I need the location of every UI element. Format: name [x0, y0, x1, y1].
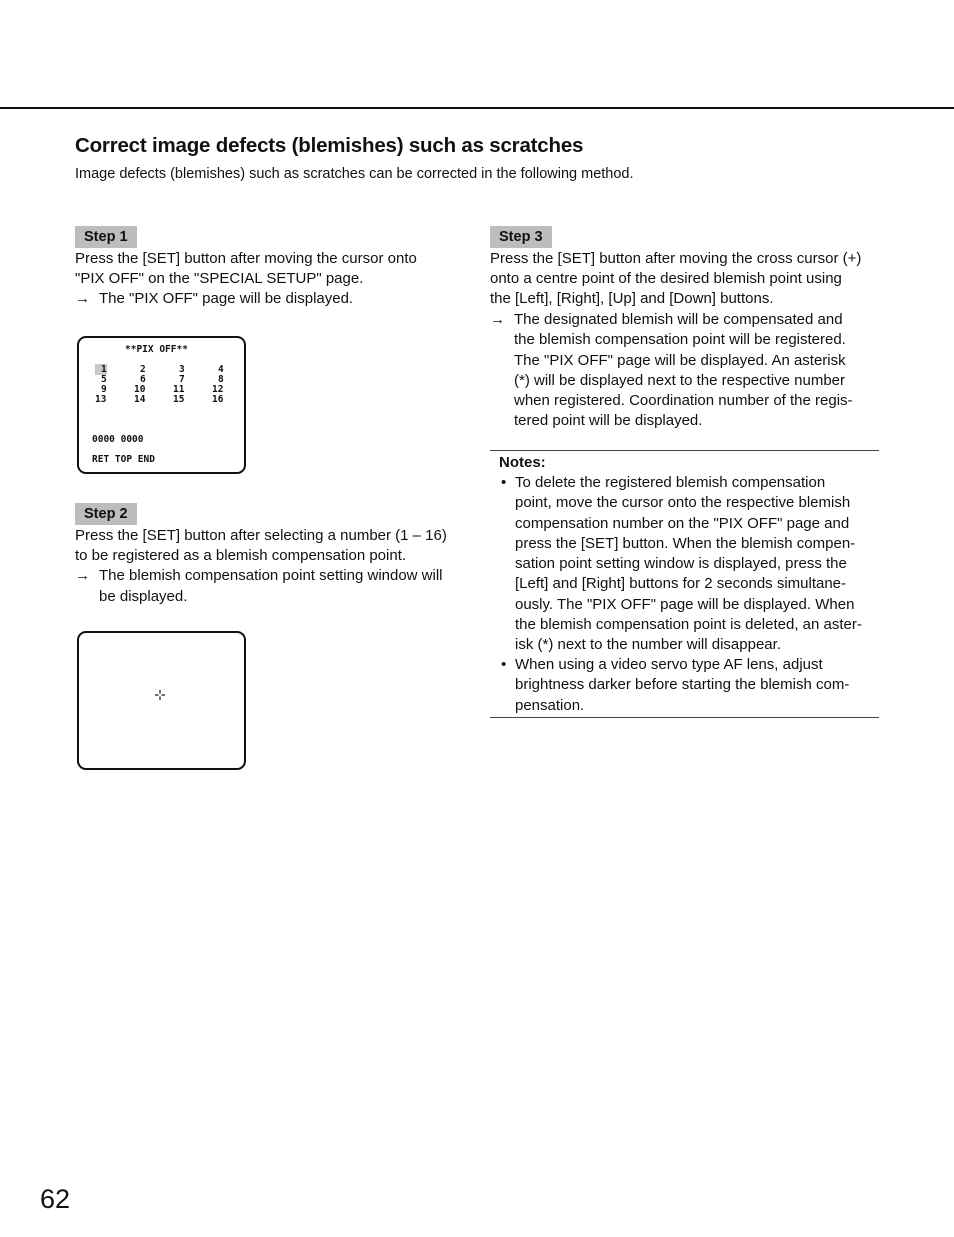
step2-badge: Step 2 — [75, 503, 137, 525]
pix-off-coords: 0000 0000 — [92, 434, 144, 445]
step1-line1: Press the [SET] button after moving the cursor onto — [75, 250, 417, 267]
note-line: sation point setting window is displayed, press the — [515, 555, 847, 573]
top-rule — [0, 107, 954, 109]
pix-number: 4 — [218, 364, 224, 375]
note-line: [Left] and [Right] buttons for 2 seconds simultane- — [515, 575, 847, 593]
step3-line3: the [Left], [Right], [Up] and [Down] buttons. — [490, 290, 774, 308]
pix-number: 15 — [173, 394, 185, 405]
intro-text: Image defects (blemishes) such as scratches can be corrected in the following method. — [75, 166, 634, 182]
pix-off-footer: RET TOP END — [92, 454, 155, 465]
step1-result — [75, 289, 465, 309]
step2-result-line1: The blemish compensation point setting window will — [99, 567, 443, 585]
pix-number: 8 — [218, 374, 224, 385]
bullet: • — [501, 656, 507, 673]
note-line: point, move the cursor onto the respective blemish — [515, 494, 851, 512]
step3-result-line: The "PIX OFF" page will be displayed. An asterisk — [514, 351, 846, 369]
pix-number: 5 — [101, 374, 107, 385]
page-number: 62 — [40, 1184, 71, 1214]
step1-result-text: The "PIX OFF" page will be displayed. — [99, 290, 354, 308]
pix-number: 7 — [179, 374, 185, 385]
step2-result-line2: be displayed. — [99, 587, 188, 605]
step3-badge: Step 3 — [490, 226, 552, 248]
pix-number: 3 — [179, 364, 185, 375]
step1-badge: Step 1 — [75, 226, 137, 248]
pix-number: 13 — [95, 394, 107, 405]
note-line: brightness darker before starting the blemish com- — [515, 676, 850, 694]
pix-number: 9 — [101, 384, 107, 395]
step3-result — [490, 310, 890, 431]
note-item — [501, 473, 877, 656]
setting-window-screen — [77, 631, 246, 770]
step1-text — [75, 249, 465, 310]
notes-box — [490, 450, 879, 718]
note-item — [501, 655, 877, 716]
page-title: Correct image defects (blemishes) such as scratches — [75, 134, 584, 157]
notes-title: Notes: — [499, 454, 546, 471]
step3-line2: onto a centre point of the desired blemish point using — [490, 270, 842, 288]
cross-cursor-icon — [155, 690, 165, 700]
step3-result-line: the blemish compensation point will be registered. — [514, 331, 846, 349]
note-line: ously. The "PIX OFF" page will be displayed. When — [515, 595, 855, 613]
pix-number: 12 — [212, 384, 224, 395]
step3-result-line: when registered. Coordination number of the regis- — [514, 391, 853, 409]
note-line: press the [SET] button. When the blemish compen- — [515, 534, 856, 552]
arrow-icon: → — [75, 290, 90, 308]
arrow-icon: → — [75, 567, 90, 585]
note-line: compensation number on the "PIX OFF" page and — [515, 514, 850, 532]
pix-number: 2 — [140, 364, 146, 375]
step3-result-line: The designated blemish will be compensated and — [514, 311, 843, 329]
note-line: When using a video servo type AF lens, adjust — [515, 656, 823, 673]
step3-text — [490, 249, 890, 431]
note-line: isk (*) next to the number will disappear. — [515, 636, 781, 654]
pix-off-screen — [77, 336, 246, 474]
step3-line1: Press the [SET] button after moving the cross cursor (+) — [490, 250, 862, 267]
note-line: To delete the registered blemish compensation — [515, 474, 826, 491]
step2-line1: Press the [SET] button after selecting a number (1 – 16) — [75, 527, 447, 544]
pix-number: 16 — [212, 394, 224, 405]
note-line: the blemish compensation point is deleted, an aster- — [515, 616, 862, 634]
step1-line2: "PIX OFF" on the "SPECIAL SETUP" page. — [75, 270, 364, 288]
step3-result-line: (*) will be displayed next to the respective number — [514, 371, 845, 389]
pix-number: 10 — [134, 384, 146, 395]
bullet: • — [501, 474, 507, 491]
pix-number: 14 — [134, 394, 146, 405]
pix-number: 11 — [173, 384, 185, 395]
note-line: pensation. — [515, 696, 585, 714]
step2-line2: to be registered as a blemish compensation point. — [75, 547, 407, 565]
step3-result-line: tered point will be displayed. — [514, 412, 703, 430]
pix-number: 6 — [140, 374, 146, 385]
pix-number: 1 — [101, 364, 107, 375]
arrow-icon: → — [490, 311, 505, 329]
step2-text — [75, 526, 470, 607]
step2-result — [75, 566, 470, 606]
pix-off-title: **PIX OFF** — [125, 344, 188, 355]
